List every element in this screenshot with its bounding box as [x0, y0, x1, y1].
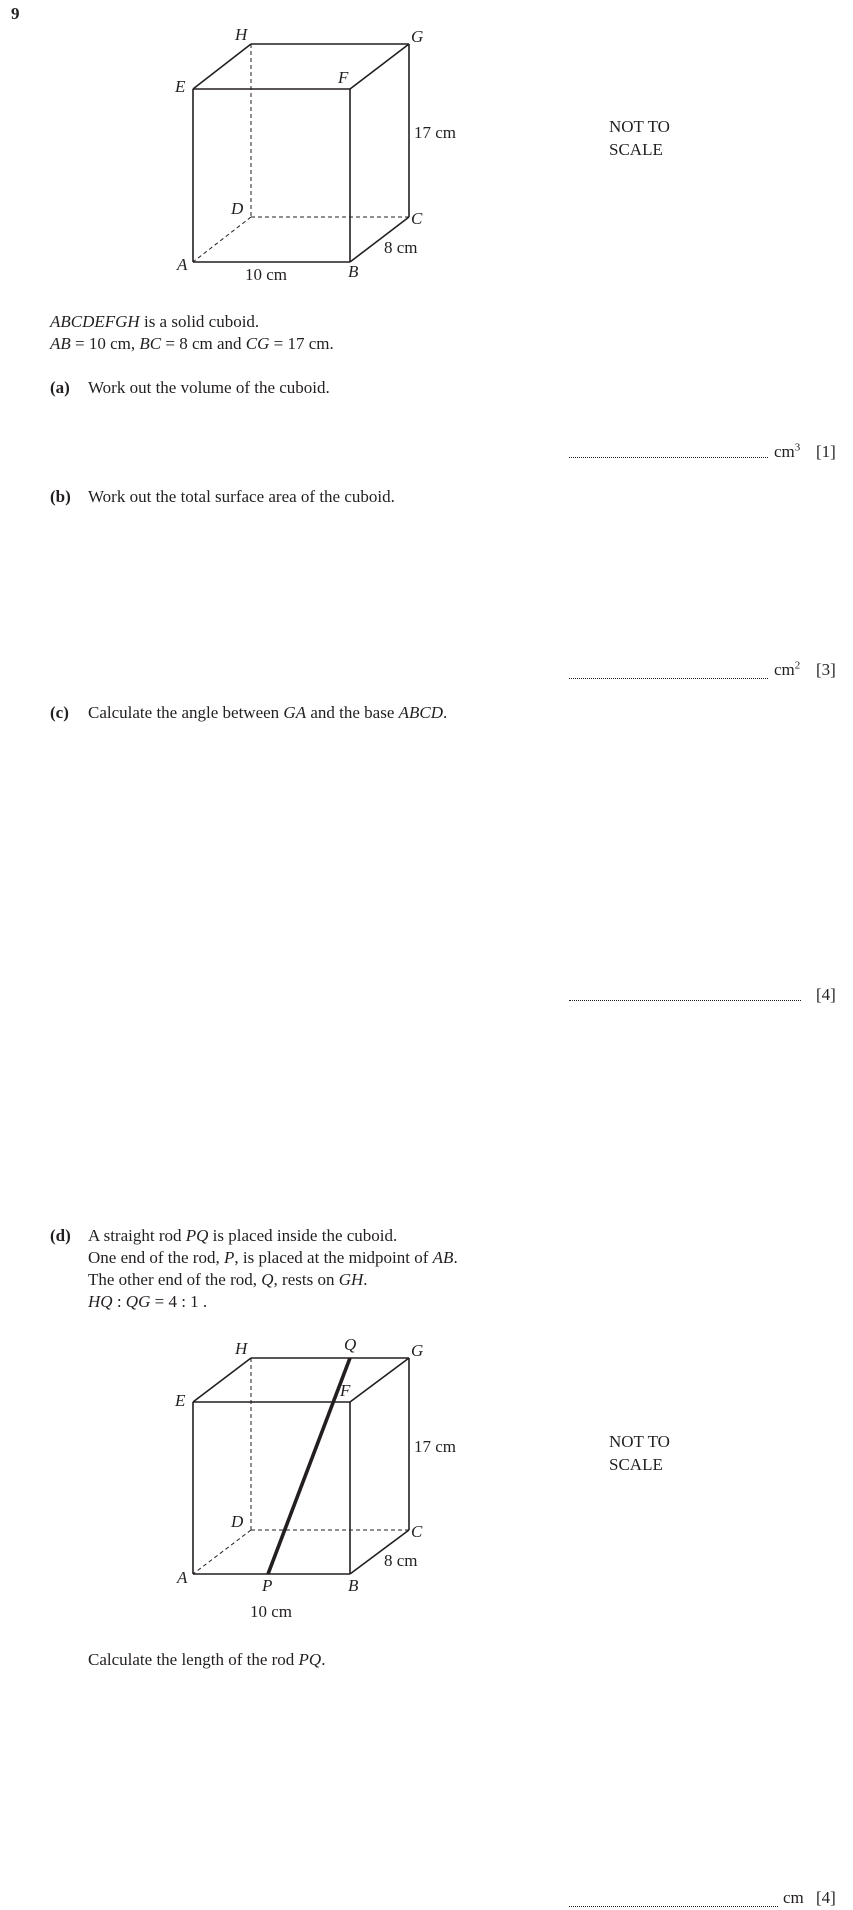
intro-line-2: AB = 10 cm, BC = 8 cm and CG = 17 cm.	[50, 334, 334, 353]
dimension-depth: 8 cm	[384, 1551, 418, 1570]
vertex-label-d: D	[231, 199, 244, 218]
part-d-answer-line[interactable]	[569, 1906, 778, 1907]
vertex-label-d: D	[231, 1512, 244, 1531]
dimension-width: 10 cm	[250, 1602, 293, 1621]
vertex-label-h: H	[235, 25, 248, 44]
vertex-label-f: F	[340, 1381, 351, 1400]
part-d-line-4: HQ : QG = 4 : 1 .	[88, 1292, 208, 1311]
not-to-scale-note: NOT TO SCALE	[609, 117, 670, 159]
cuboid-diagram	[0, 0, 853, 300]
part-a-question: Work out the volume of the cuboid.	[88, 378, 330, 397]
question-number: 9	[11, 4, 20, 23]
part-c-question: Calculate the angle between GA and the base ABCD.	[88, 703, 448, 722]
part-a-unit: $cm^3$	[774, 441, 801, 461]
vertex-label-g: G	[411, 27, 424, 46]
edge-fg	[350, 44, 409, 89]
part-d-label: (d)	[50, 1226, 71, 1245]
part-c-answer-line[interactable]	[569, 1000, 801, 1001]
edge-hidden-da	[193, 1530, 251, 1574]
part-b-label: (b)	[50, 487, 71, 506]
part-b-answer-line[interactable]	[569, 678, 768, 679]
dimension-height: 17 cm	[414, 123, 457, 142]
vertex-label-b: B	[348, 1576, 359, 1595]
vertex-label-f: F	[338, 68, 349, 87]
part-a-answer-line[interactable]	[569, 457, 768, 458]
vertex-label-e: E	[175, 1391, 186, 1410]
part-d-line-2: One end of the rod, P, is placed at the midpoint of AB.	[88, 1248, 458, 1267]
not-to-scale-note-2: NOT TO SCALE	[609, 1432, 670, 1474]
part-d-line-3: The other end of the rod, Q, rests on GH.	[88, 1270, 368, 1289]
edge-fg	[350, 1358, 409, 1402]
part-d-question: Calculate the length of the rod PQ.	[88, 1650, 326, 1669]
rod-pq	[268, 1358, 350, 1574]
edge-eh	[193, 1358, 251, 1402]
part-b-marks: [3]	[816, 660, 836, 679]
vertex-label-a: A	[177, 1568, 188, 1587]
vertex-label-a: A	[177, 255, 188, 274]
dimension-width: 10 cm	[245, 265, 288, 284]
part-a-marks: [1]	[816, 442, 836, 461]
part-b-question: Work out the total surface area of the cuboid.	[88, 487, 395, 506]
cuboid-rod-diagram	[0, 1313, 853, 1621]
dimension-height: 17 cm	[414, 1437, 457, 1456]
part-d-line-1: A straight rod PQ is placed inside the cuboid.	[88, 1226, 398, 1245]
dimension-depth: 8 cm	[384, 238, 418, 257]
vertex-label-g: G	[411, 1341, 424, 1360]
part-c-label: (c)	[50, 703, 69, 722]
vertex-label-b: B	[348, 262, 359, 281]
part-d-unit: cm	[783, 1888, 804, 1907]
vertex-label-p: P	[262, 1576, 273, 1595]
edge-hidden-da	[193, 217, 251, 262]
vertex-label-q: Q	[344, 1335, 357, 1354]
part-d-marks: [4]	[816, 1888, 836, 1907]
vertex-label-e: E	[175, 77, 186, 96]
vertex-label-h: H	[235, 1339, 248, 1358]
vertex-label-c: C	[411, 209, 423, 228]
part-c-marks: [4]	[816, 985, 836, 1004]
part-a-label: (a)	[50, 378, 70, 397]
part-b-unit: $cm^2$	[774, 659, 801, 679]
intro-line-1: ABCDEFGH is a solid cuboid.	[50, 312, 260, 331]
vertex-label-c: C	[411, 1522, 423, 1541]
edge-eh	[193, 44, 251, 89]
